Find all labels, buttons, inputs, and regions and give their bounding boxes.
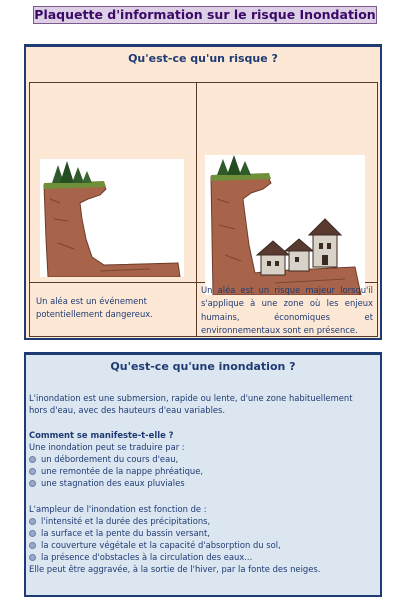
- bullet-icon: [29, 554, 36, 561]
- definition-line-1: L'inondation est une submersion, rapide ou lente, d'une zone habituellement: [29, 393, 353, 403]
- bullet-icon: [29, 542, 36, 549]
- table-divider-vertical: [196, 83, 197, 336]
- bullet-icon: [29, 480, 36, 487]
- list-item: la surface et la pente du bassin versant,: [29, 527, 210, 539]
- cliff-with-houses-drawing-icon: [205, 155, 365, 295]
- bullet-icon: [29, 456, 36, 463]
- page-title-banner: [33, 6, 377, 24]
- extent-heading: L'ampleur de l'inondation est fonction de :: [29, 504, 207, 514]
- risk-section: [24, 44, 382, 340]
- cliff-drawing-icon: [40, 159, 184, 277]
- list-item: l'intensité et la durée des précipitations,: [29, 515, 210, 527]
- bullet-icon: [29, 468, 36, 475]
- list-item: la présence d'obstacles à la circulation des eaux...: [29, 551, 252, 563]
- flood-section-title: Qu'est-ce qu'une inondation ?: [110, 360, 296, 373]
- caption-major-risk: Un aléa est un risque majeur lorsqu'il s'applique à une zone où les enjeux humains, économiques et environnementaux sont en présence.: [201, 285, 373, 336]
- bullet-icon: [29, 530, 36, 537]
- list-item: une remontée de la nappe phréatique,: [29, 465, 203, 477]
- list-item: un débordement du cours d'eau,: [29, 453, 178, 465]
- flood-section: [24, 352, 382, 597]
- closing-note: Elle peut être aggravée, à la sortie de l'hiver, par la fonte des neiges.: [29, 564, 321, 574]
- list-item: une stagnation des eaux pluviales: [29, 477, 185, 489]
- definition-line-2: hors d'eau, avec des hauteurs d'eau variables.: [29, 405, 226, 415]
- page-title: Plaquette d'information sur le risque Inondation: [34, 7, 376, 22]
- caption-hazard: Un aléa est un événement potentiellement dangereux.: [36, 296, 153, 320]
- bullet-icon: [29, 518, 36, 525]
- risk-illustration-table: [29, 82, 378, 337]
- risk-section-title: Qu'est-ce qu'un risque ?: [128, 52, 278, 65]
- list-item: la couverture végétale et la capacité d'absorption du sol,: [29, 539, 281, 551]
- how-intro: Une inondation peut se traduire par :: [29, 442, 185, 452]
- how-heading: Comment se manifeste-t-elle ?: [29, 430, 174, 440]
